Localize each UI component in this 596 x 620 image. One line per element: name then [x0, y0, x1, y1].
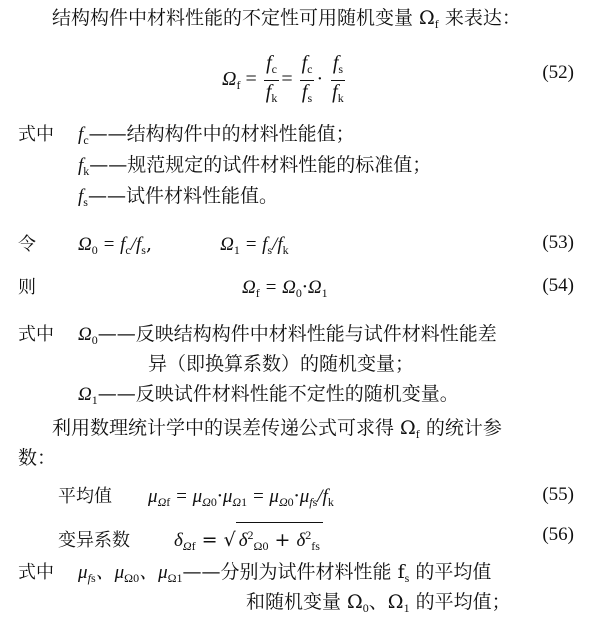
where1-line-3 — [78, 184, 278, 214]
eq52-f3-den-sub: k — [337, 91, 344, 105]
eq55-label: 平均值 — [58, 486, 112, 507]
eq55-dot2: · — [293, 485, 300, 507]
eq52-lhs: Ω — [222, 68, 237, 91]
where2-text2: ——反映试件材料性能不定性的随机变量。 — [97, 383, 459, 405]
where3-text1b: 的平均值 — [409, 561, 492, 583]
where2-sym2-sub: 1 — [91, 393, 98, 407]
eq56-r2sub: fs — [311, 539, 320, 553]
eq52-lhs-sub: f — [236, 78, 241, 93]
where3-text2c: 的平均值； — [409, 591, 511, 613]
eq55-dot: · — [216, 485, 223, 507]
where2-line-2 — [148, 352, 414, 376]
where2-sym1-sub: 0 — [91, 333, 98, 347]
where2-line-3 — [78, 382, 459, 412]
eq53-a-rhs-sub1: c — [125, 243, 131, 257]
eq53-a-rhs-sub2: s — [141, 243, 146, 257]
eq55-s3b: 1 — [241, 495, 248, 509]
sqrt-body — [236, 522, 323, 558]
eq53-b-rhs: = f — [239, 234, 268, 255]
where1-text-2: ——规范规定的试件材料性能的标准值； — [89, 154, 432, 176]
eq53-b-rhs-sub1: s — [267, 243, 273, 257]
where3-text2b: 、Ω — [368, 591, 404, 613]
eq52-f1-num: f — [266, 52, 272, 74]
where3-s2: Ω0 — [124, 571, 140, 585]
where3-t2sub2: 1 — [403, 601, 410, 615]
eq52-f1-num-sub: c — [271, 62, 277, 76]
where1-sym-2: f — [78, 155, 84, 176]
eq52-fraction-2 — [300, 52, 315, 109]
equation-53-number: (53) — [542, 232, 574, 253]
eq55-s2b: 0 — [210, 495, 217, 509]
eq52-f3-den: f — [332, 81, 338, 103]
eq55-s5: f — [309, 495, 313, 509]
eq53-b-rhs-sub2: k — [282, 243, 289, 257]
where2-prefix: 式中 — [18, 324, 54, 345]
where3-s1: f — [87, 571, 91, 585]
equation-56 — [58, 522, 323, 558]
eq53-b: Ω — [220, 234, 234, 255]
eq55-s5b: s — [312, 495, 318, 509]
eq52-f2-num-sub: c — [307, 62, 313, 76]
eq53-a-mid: /f — [130, 234, 142, 255]
where2-sym2: Ω — [78, 384, 92, 405]
eq56-s1b: f — [191, 539, 196, 553]
eq55-e6: /f — [317, 486, 328, 507]
eq54-mid-sub: 0 — [295, 286, 302, 300]
eq56-s1: Ω — [182, 539, 192, 553]
where1-sym-3: f — [78, 186, 84, 207]
eq53-prefix: 令 — [18, 234, 36, 255]
where3-text1: ——分别为试件材料性能 f — [182, 561, 405, 583]
where1-line-1 — [18, 122, 355, 152]
eq54-r: Ω — [307, 277, 322, 298]
eq54-prefix: 则 — [18, 277, 36, 298]
eq55-e3: μ — [222, 486, 233, 507]
intro-sub: f — [434, 17, 439, 31]
eq53-a: Ω — [78, 234, 92, 255]
paragraph-2 — [52, 416, 502, 446]
equation-54 — [18, 275, 328, 305]
para2a-sub: f — [415, 427, 420, 441]
eq52-f2-den: f — [301, 81, 308, 103]
equation-55 — [58, 484, 334, 514]
where1-prefix: 式中 — [18, 124, 54, 145]
eq55-e1: μ — [148, 486, 158, 507]
eq52-dot: · — [316, 68, 324, 91]
eq52-fraction-3 — [330, 52, 346, 109]
where3-text2: 和随机变量 Ω — [246, 591, 363, 613]
eq52-equals: = — [240, 68, 262, 91]
where1-sub-3: s — [83, 195, 88, 209]
equation-52-number: (52) — [542, 62, 574, 83]
eq52-f1-den: f — [265, 81, 272, 103]
eq56-r2: δ — [296, 530, 306, 551]
eq53-b-mid: /f — [272, 234, 283, 255]
paragraph-2-line-2 — [18, 446, 56, 470]
equation-55-number: (55) — [542, 484, 574, 505]
eq55-s1b: f — [166, 495, 171, 509]
eq56-r1: δ — [238, 530, 248, 551]
para2a: 利用数理统计学中的误差传递公式可求得 Ω — [52, 417, 416, 439]
sqrt-sign: √ — [223, 529, 236, 551]
where2-sym1: Ω — [78, 324, 92, 345]
para2b: 数： — [18, 447, 57, 469]
where1-sub-1: c — [83, 133, 89, 147]
eq53-a-rhs: = f — [97, 234, 126, 255]
eq52-f3-num: f — [332, 52, 339, 74]
eq56-r1sup: 2 — [247, 528, 254, 542]
eq53-b-sub: 1 — [233, 243, 240, 257]
eq52-f3-num-sub: s — [338, 62, 344, 76]
where3-t1sub: s — [404, 571, 410, 585]
where1-text-1: ——结构构件中的材料性能值； — [88, 123, 355, 145]
eq53-a-end: , — [145, 233, 153, 255]
eq52-f2-num: f — [301, 52, 308, 74]
eq55-s4: Ω — [278, 495, 288, 509]
where3-line-1 — [18, 560, 491, 590]
eq56-r1sub: Ω0 — [253, 539, 269, 553]
where3-s1b: s — [90, 571, 96, 585]
eq54-lhs: Ω — [242, 277, 256, 298]
intro-tail: 来表达： — [438, 7, 521, 29]
eq55-s2: Ω — [202, 495, 211, 509]
where3-syms: μ — [78, 562, 88, 583]
where3-sep1: 、μ — [95, 562, 125, 583]
intro-text: 结构构件中材料性能的不定性可用随机变量 Ω — [52, 7, 435, 29]
para2a-tail: 的统计参 — [419, 417, 502, 439]
eq52-fraction-1 — [264, 52, 280, 109]
intro-paragraph — [52, 6, 521, 36]
where1-sub-2: k — [83, 164, 90, 178]
where3-sep2: 、μ — [139, 562, 168, 583]
eq55-s3: Ω — [232, 495, 242, 509]
where2-text1b: 异（即换算系数）的随机变量； — [148, 353, 415, 375]
eq55-e4: = μ — [247, 486, 279, 507]
eq55-s6: k — [327, 495, 334, 509]
eq55-s1: Ω — [157, 495, 167, 509]
eq55-e5: μ — [299, 486, 310, 507]
where1-line-2 — [78, 153, 431, 183]
eq55-e2: = μ — [170, 486, 203, 507]
equation-53 — [18, 232, 289, 262]
where1-sym-1: f — [78, 124, 84, 145]
eq52-f2-den-sub: s — [307, 91, 313, 105]
eq54-mid: = Ω — [259, 277, 296, 298]
eq56-label: 变异系数 — [58, 530, 130, 551]
where2-line-1 — [18, 322, 497, 352]
eq53-a-sub: 0 — [91, 243, 98, 257]
where3-t2sub1: 0 — [362, 601, 369, 615]
equation-56-number: (56) — [542, 524, 574, 545]
eq56-r2sup: 2 — [305, 528, 312, 542]
where2-text1a: ——反映结构构件中材料性能与试件材料性能差 — [97, 323, 497, 345]
eq54-r-sub: 1 — [321, 286, 328, 300]
where1-text-3: ——试件材料性能值。 — [87, 185, 278, 207]
eq56-plus: + — [268, 529, 297, 551]
where3-s3: Ω1 — [167, 571, 183, 585]
eq54-dot: · — [301, 276, 308, 298]
eq56-eq: = — [195, 529, 224, 551]
eq56-expr: δ — [174, 530, 183, 551]
eq55-s4b: 0 — [287, 495, 294, 509]
equation-54-number: (54) — [542, 275, 574, 296]
equation-52: $\Omega_f$ = $\frac{f_c}{f_k}$ = $\frac{f_c}{f_s}$ · $\frac{f_s}{f_k}$ — [222, 52, 348, 109]
eq54-lhs-sub: f — [255, 286, 260, 300]
where3-prefix: 式中 — [18, 562, 54, 583]
eq52-f1-den-sub: k — [271, 91, 278, 105]
